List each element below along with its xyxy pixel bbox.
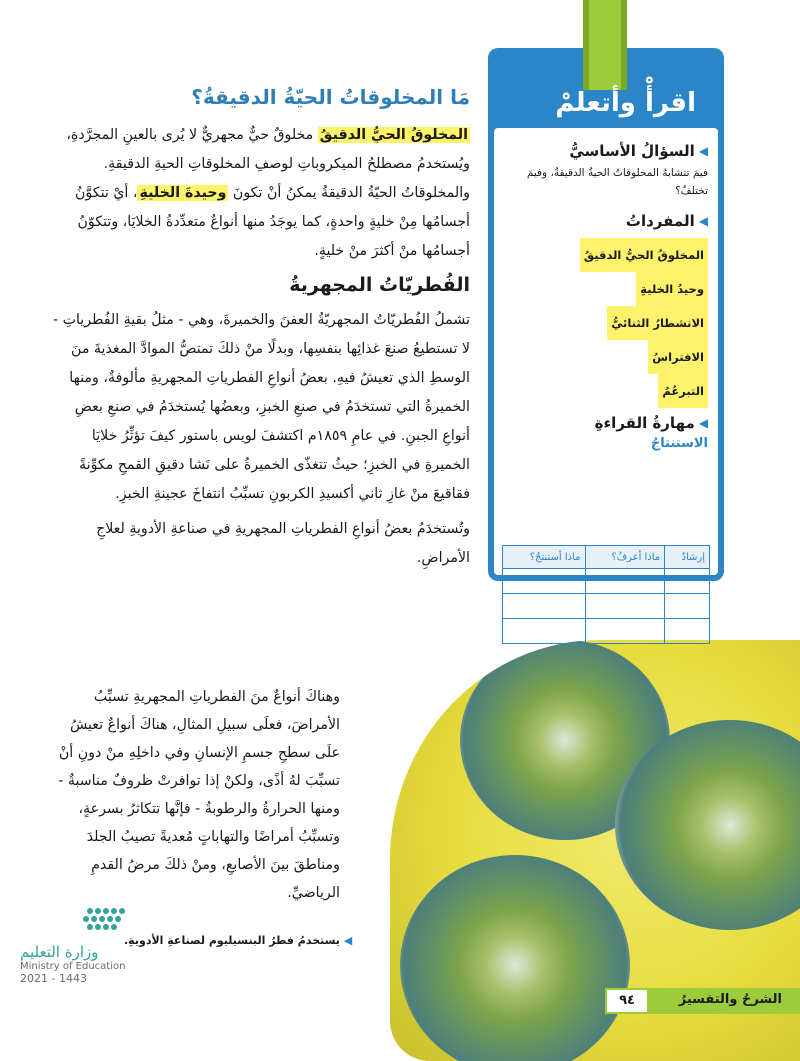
table-cell xyxy=(665,594,710,619)
sidebar-title: اقرأْ وأتعلمْ xyxy=(555,88,696,118)
photo-caption: ◀ يستخدمُ فطرُ البنسيليوم لصناعةِ الأدويةِ. xyxy=(124,934,353,947)
triangle-icon: ◀ xyxy=(698,416,708,430)
vocabulary-list xyxy=(504,238,708,408)
ministry-logo-icon xyxy=(20,905,130,939)
inference-table xyxy=(502,545,710,644)
vocab-item: المخلوقُ الحيُّ الدقيقُ xyxy=(580,238,708,272)
medicine-paragraph: وتُستخدَمُ بعضُ أنواعِ الفطرياتِ المجهريةِ في صناعةِ الأدويةِ لعلاجِ الأمراضِ. xyxy=(96,521,470,566)
reading-skill-heading: ◀ مهارةُ القراءةِ xyxy=(594,414,708,432)
edition-year: 2021 - 1443 xyxy=(20,972,87,985)
table-header: إرشادٌ xyxy=(665,546,710,569)
table-cell xyxy=(585,619,665,644)
section-heading: مَا المخلوقاتُ الحيّةُ الدقيقةُ؟ xyxy=(191,85,470,109)
read-learn-sidebar xyxy=(488,48,724,581)
table-header: ماذا أعرفُ؟ xyxy=(585,546,665,569)
essential-question-heading: ◀ السؤالُ الأساسيُّ xyxy=(569,142,708,160)
footer-bar xyxy=(605,988,800,1014)
intro-paragraph xyxy=(45,121,470,266)
table-cell xyxy=(665,569,710,594)
main-column xyxy=(45,85,470,573)
vocabulary-heading: ◀ المفرداتُ xyxy=(625,212,708,230)
triangle-icon: ◀ xyxy=(698,214,708,228)
term-unicellular: وحيدةَ الخليةِ xyxy=(139,185,227,201)
reading-skill: الاستنتاجُ xyxy=(650,436,708,451)
disease-paragraph: وهناكَ أنواعٌ منَ الفطرياتِ المجهريةِ تسبِّبُ الأمراضَ، فعلَى سبيلِ المثالِ، هناكَ أنواعٌ تعيشُ علَى سطحِ جسمِ الإنسانِ وفي داخلِهِ منْ دونِ أنْ تسبِّبَ لهُ أذًى، ولكنْ إذا توافرتْ ظروفٌ مناسبةٌ - ومنها الحرارةُ والرطوبةُ - فإنَّها تتكاثرُ بسرعةٍ، وتسبِّبُ أمراضًا والتهاباتٍ مُعديةً تصيبُ الجلدَ ومناطقَ بينَ الأصابعِ، ومنْ ذلكَ مرضُ القدمِ الرياضيِّ. xyxy=(58,689,340,901)
footer-label: الشرحُ والتفسيرُ xyxy=(678,992,782,1007)
table-header: ماذا أستنتجُ؟ xyxy=(503,546,586,569)
vocab-item: وحيدُ الخليةِ xyxy=(636,272,708,306)
colony-3 xyxy=(400,855,630,1061)
vocab-item: التبرعُمُ xyxy=(658,374,708,408)
sidebar-content xyxy=(494,128,718,575)
intro-text-2: ، أيْ تتكوَّنُ أجسامُها مِنْ خليةٍ واحدةٍ، كما يوجَدُ منها أنواعٌ متعدِّدةُ الخلايَا، وتتكوّنُ أجسامُها منْ أكثرَ منْ خليةٍ. xyxy=(75,185,470,259)
intro-text-1: مخلوقٌ حيٌّ مجهريٌّ لا يُرى بالعينِ المجرَّدةِ، ويُستخدمُ مصطلحُ الميكروباتِ لوصفِ المخلوقاتِ الحيةِ الدقيقةِ. والمخلوقاتُ الحيّةُ الدقيقةُ يمكنُ أنْ تكونَ xyxy=(66,127,470,201)
ministry-name-en: Ministry of Education xyxy=(20,961,126,972)
table-cell xyxy=(503,594,586,619)
fungi-paragraph: تشملُ الفُطريّاتُ المجهريّةُ العفنَ والخميرةَ، وهي - مثلُ بقيةِ الفُطرياتِ - لا تستطيعُ صنعَ غذائِها بنفسِها، وبدلًا منْ ذلكَ تمتصُّ الموادَّ المغذيةَ منَ الوسطِ الذي تعيشُ فيهِ. بعضُ أنواعِ الفطرياتِ المجهريةِ مألوفةٌ، ومنها الخميرةُ التي تستخدَمُ في صنعِ الخبزِ، وبعضُها يُستخدَمُ في صنعِ بعضِ أنواعِ الجبنِ. في عامِ ١٨٥٩م اكتشفَ لويس باستور كيفَ تؤثِّرُ خلايَا الخميرةِ في الخبزِ؛ حيثُ تتغذّى الخميرةُ على نَشا دقيقِ القمحِ مكوِّنةً فقاقيعَ منْ غازِ ثاني أكسيدِ الكربونِ تسبِّبُ انتفاخَ عجينةِ الخبزِ. xyxy=(53,312,470,502)
triangle-icon: ◀ xyxy=(343,934,353,947)
term-microorganism: المخلوقُ الحيُّ الدقيقُ xyxy=(319,127,468,143)
subheading-fungi: الفُطريّاتُ المجهريةُ xyxy=(289,274,470,296)
ministry-name-ar: وزارة التعليم xyxy=(20,943,99,961)
table-cell xyxy=(503,569,586,594)
vocab-item: الانشطارُ الثنائيُّ xyxy=(607,306,708,340)
table-cell xyxy=(503,619,586,644)
table-cell xyxy=(665,619,710,644)
table-cell xyxy=(585,569,665,594)
table-cell xyxy=(585,594,665,619)
triangle-icon: ◀ xyxy=(698,144,708,158)
essential-question: فيمَ تتشابهُ المخلوقاتُ الحيةُ الدقيقةُ، وفيمَ تختلفُ؟ xyxy=(526,167,708,197)
page-number: ٩٤ xyxy=(605,988,649,1014)
vocab-item: الافتراسُ xyxy=(648,340,708,374)
sidebar-tab xyxy=(583,0,627,90)
